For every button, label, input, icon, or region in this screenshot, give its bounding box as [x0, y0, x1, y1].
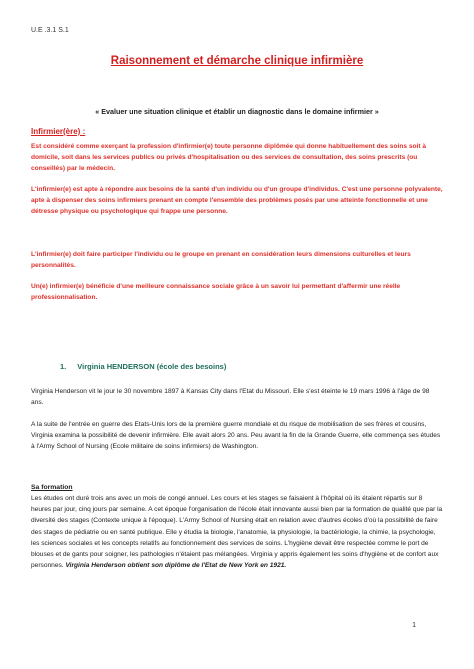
- aptitude-paragraph: L'infirmier(e) est apte à répondre aux besoins de la santé d'un individu ou d'un groupe d'individus. C'est une personne polyvalente, apte à dispenser des soins infirmiers prenant en compte l'ensemble des problèmes posés par une atteinte fonctionnelle et une détresse physique ou psychologique qui frappe une personne.: [31, 186, 443, 216]
- section-title-text: Virginia HENDERSON (école des besoins): [77, 362, 227, 371]
- page-number: 1: [412, 622, 416, 629]
- birth-paragraph: Virginia Henderson vit le jour le 30 novembre 1897 à Kansas City dans l'Etat du Missouri. Elle s'est éteinte le 19 mars 1996 à l'âge de 98 ans.: [31, 388, 430, 407]
- diploma-emphasis: Virginia Henderson obtient son diplôme de l'Etat de New York en 1921.: [65, 562, 287, 570]
- page-subtitle: « Evaluer une situation clinique et établir un diagnostic dans le domaine infirmier »: [95, 107, 379, 116]
- formation-heading: Sa formation: [31, 484, 73, 491]
- section-number: 1.: [60, 362, 67, 371]
- infirmier-heading: Infirmier(ère) :: [31, 127, 86, 136]
- page-title: Raisonnement et démarche clinique infirmière: [110, 55, 364, 67]
- participation-paragraph: L'infirmier(e) doit faire participer l'individu ou le groupe en prenant en considération leurs dimensions culturelles et leurs personnalités.: [31, 251, 411, 270]
- war-paragraph: A la suite de l'entrée en guerre des Etats-Unis lors de la première guerre mondiale et du risque de mobilisation de ses frères et cousins, Virginia examina la possibilité de devenir infirmière. Elle avait alors 20 ans. Peu avant la fin de la Grande Guerre, elle commença ses études à l'Army School of Nursing (Ecole militaire de soins infirmiers) de Washington.: [31, 421, 441, 451]
- section-heading: [60, 362, 226, 371]
- formation-paragraph: Les études ont duré trois ans avec un mois de congé annuel. Les cours et les stages se faisaient à l'hôpital où ils étaient répartis sur 8 heures par jour, cinq jours par semaine. A cet époque l'organisation de l'école était innovante aussi bien par la formation de qualité que par la diversité des stages (Contexte unique à l'époque). L'Army School of Nursing était en relation avec d'autres écoles d'où la possibilité de faire des stages de pédiatrie ou en santé publique. Elle y étudia la biologie, l'anatomie, la physiologie, la bactériologie, la chimie, la psychologie, les sciences sociales et les concepts relatifs au fonctionnement des services de soins. L'hygiène devait être respectée comme le port de blouses et de gants pour soigner, les pathologies n'étaient pas mélangées. Virginia y appris également les soins d'hygiène et de confort aux personnes. Virginia Henderson obtient son diplôme de l'Etat de New York en 1921.: [31, 495, 443, 570]
- professionalisation-paragraph: Un(e) infirmier(e) bénéficie d'une meilleure connaissance sociale grâce à un savoir lui permettant d'affermir une réelle professionnalisation.: [31, 283, 401, 302]
- course-reference: U.E .3.1 S.1: [31, 27, 69, 34]
- definition-paragraph: Est considéré comme exerçant la profession d'infirmier(e) toute personne diplômée qui donne habituellement des soins soit à domicile, soit dans les services publics ou privés d'hospitalisation ou des services de consultation, des soins prescrits (ou conseillés) par le médecin.: [31, 143, 427, 173]
